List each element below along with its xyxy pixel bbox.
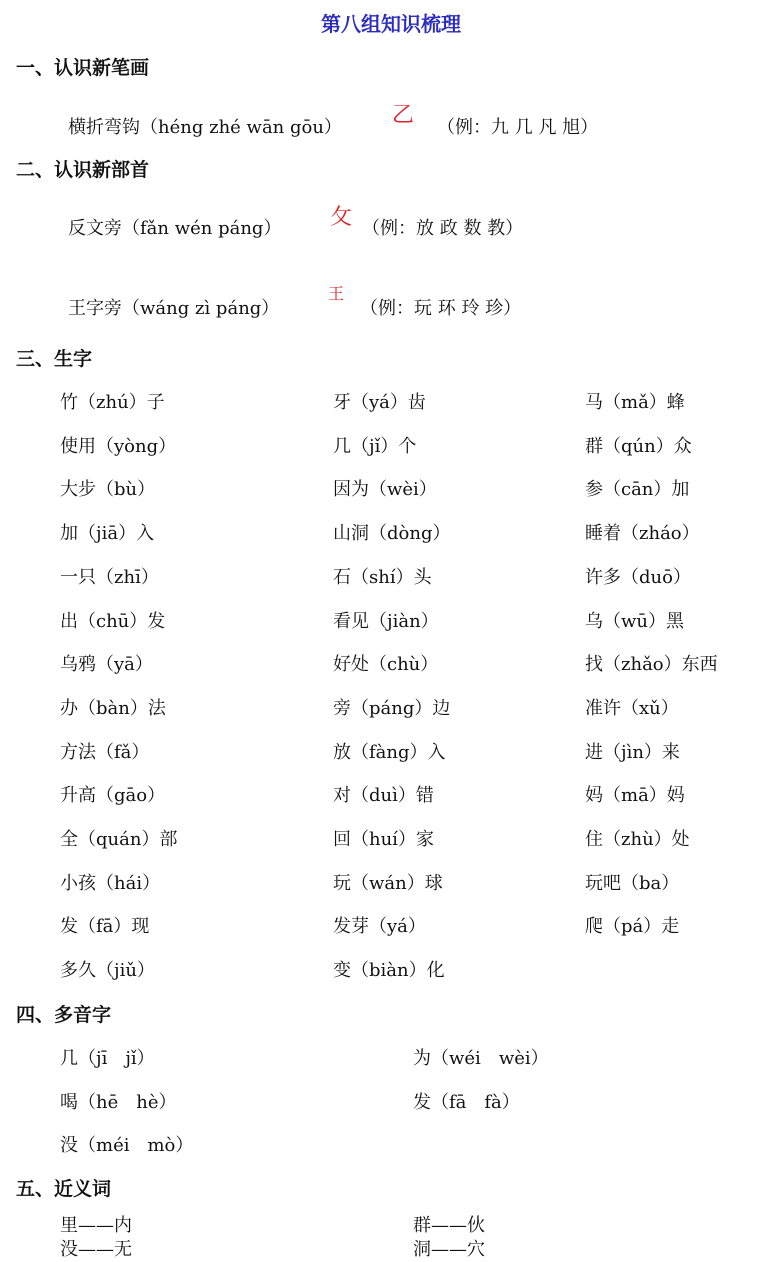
character-entry: 全（quán）部: [60, 829, 178, 850]
character-entry: 妈（mā）妈: [585, 785, 685, 807]
character-entry: 小孩（hái）: [60, 872, 161, 894]
character-entry: 睡着（zháo）: [585, 523, 700, 545]
polyphone-entry: 发（fā fà）: [413, 1091, 520, 1113]
stroke-examples: （例：九 几 凡 旭）: [437, 117, 599, 138]
polyphone-entry: 喝（hē hè）: [60, 1091, 177, 1113]
character-entry: 群（qún）众: [585, 435, 692, 457]
synonym-pair: 洞——穴: [413, 1239, 485, 1260]
section-heading-new-characters: 三、生字: [16, 348, 93, 370]
character-entry: 参（cān）加: [585, 479, 690, 501]
character-entry: 玩（wán）球: [333, 872, 443, 894]
character-entry: 加（jiā）入: [60, 523, 155, 545]
character-entry: 找（zhǎo）东西: [585, 654, 718, 676]
page-title: 第八组知识梳理: [321, 12, 461, 36]
character-entry: 放（fàng）入: [333, 741, 446, 763]
character-entry: 升高（gāo）: [60, 785, 166, 807]
stroke-glyph: 乙: [392, 103, 415, 128]
section-heading-new-strokes: 一、认识新笔画: [16, 57, 150, 79]
character-entry: 方法（fǎ）: [60, 741, 150, 763]
character-entry: 山洞（dòng）: [333, 523, 451, 545]
radical-examples: （例：玩 环 玲 珍）: [360, 298, 522, 319]
character-entry: 石（shí）头: [333, 566, 432, 588]
section-heading-synonyms: 五、近义词: [16, 1178, 112, 1200]
radical-glyph: 王: [328, 284, 345, 303]
character-entry: 住（zhù）处: [585, 829, 690, 850]
section-heading-new-radicals: 二、认识新部首: [16, 159, 150, 181]
radical-name: 反文旁（fǎn wén páng）: [68, 218, 282, 239]
character-entry: 变（biàn）化: [333, 960, 445, 982]
character-entry: 看见（jiàn）: [333, 610, 439, 632]
character-entry: 马（mǎ）蜂: [585, 392, 685, 413]
character-entry: 发芽（yá）: [333, 916, 426, 938]
radical-glyph: 攵: [330, 205, 353, 230]
character-entry: 大步（bù）: [60, 479, 156, 501]
character-entry: 对（duì）错: [333, 785, 434, 807]
character-entry: 使用（yòng）: [60, 435, 177, 457]
character-entry: 乌鸦（yā）: [60, 654, 153, 676]
character-entry: 爬（pá）走: [585, 916, 680, 938]
character-entry: 牙（yá）齿: [333, 392, 426, 413]
section-heading-polyphones: 四、多音字: [16, 1004, 112, 1026]
character-entry: 一只（zhī）: [60, 566, 159, 588]
synonym-pair: 里——内: [60, 1215, 132, 1236]
character-entry: 因为（wèi）: [333, 479, 437, 501]
polyphone-entry: 几（jī jǐ）: [60, 1048, 155, 1069]
character-entry: 回（huí）家: [333, 829, 434, 850]
character-entry: 竹（zhú）子: [60, 392, 165, 413]
character-entry: 发（fā）现: [60, 916, 150, 938]
polyphone-entry: 为（wéi wèi）: [413, 1048, 549, 1069]
synonym-pair: 群——伙: [413, 1215, 485, 1236]
character-entry: 准许（xǔ）: [585, 697, 679, 719]
character-entry: 好处（chù）: [333, 654, 439, 676]
polyphone-entry: 没（méi mò）: [60, 1135, 194, 1156]
character-entry: 乌（wū）黑: [585, 610, 684, 632]
character-entry: 几（jǐ）个: [333, 435, 417, 457]
character-entry: 出（chū）发: [60, 610, 166, 632]
synonym-pair: 没——无: [60, 1239, 132, 1260]
radical-name: 王字旁（wáng zì páng）: [68, 298, 280, 319]
character-entry: 旁（páng）边: [333, 697, 451, 719]
character-entry: 玩吧（ba）: [585, 872, 680, 894]
character-entry: 进（jìn）来: [585, 741, 680, 763]
radical-examples: （例：放 政 数 教）: [362, 218, 524, 239]
stroke-name: 横折弯钩（héng zhé wān gōu）: [68, 117, 342, 138]
character-entry: 办（bàn）法: [60, 697, 166, 719]
character-entry: 许多（duō）: [585, 566, 691, 588]
character-entry: 多久（jiǔ）: [60, 960, 155, 982]
